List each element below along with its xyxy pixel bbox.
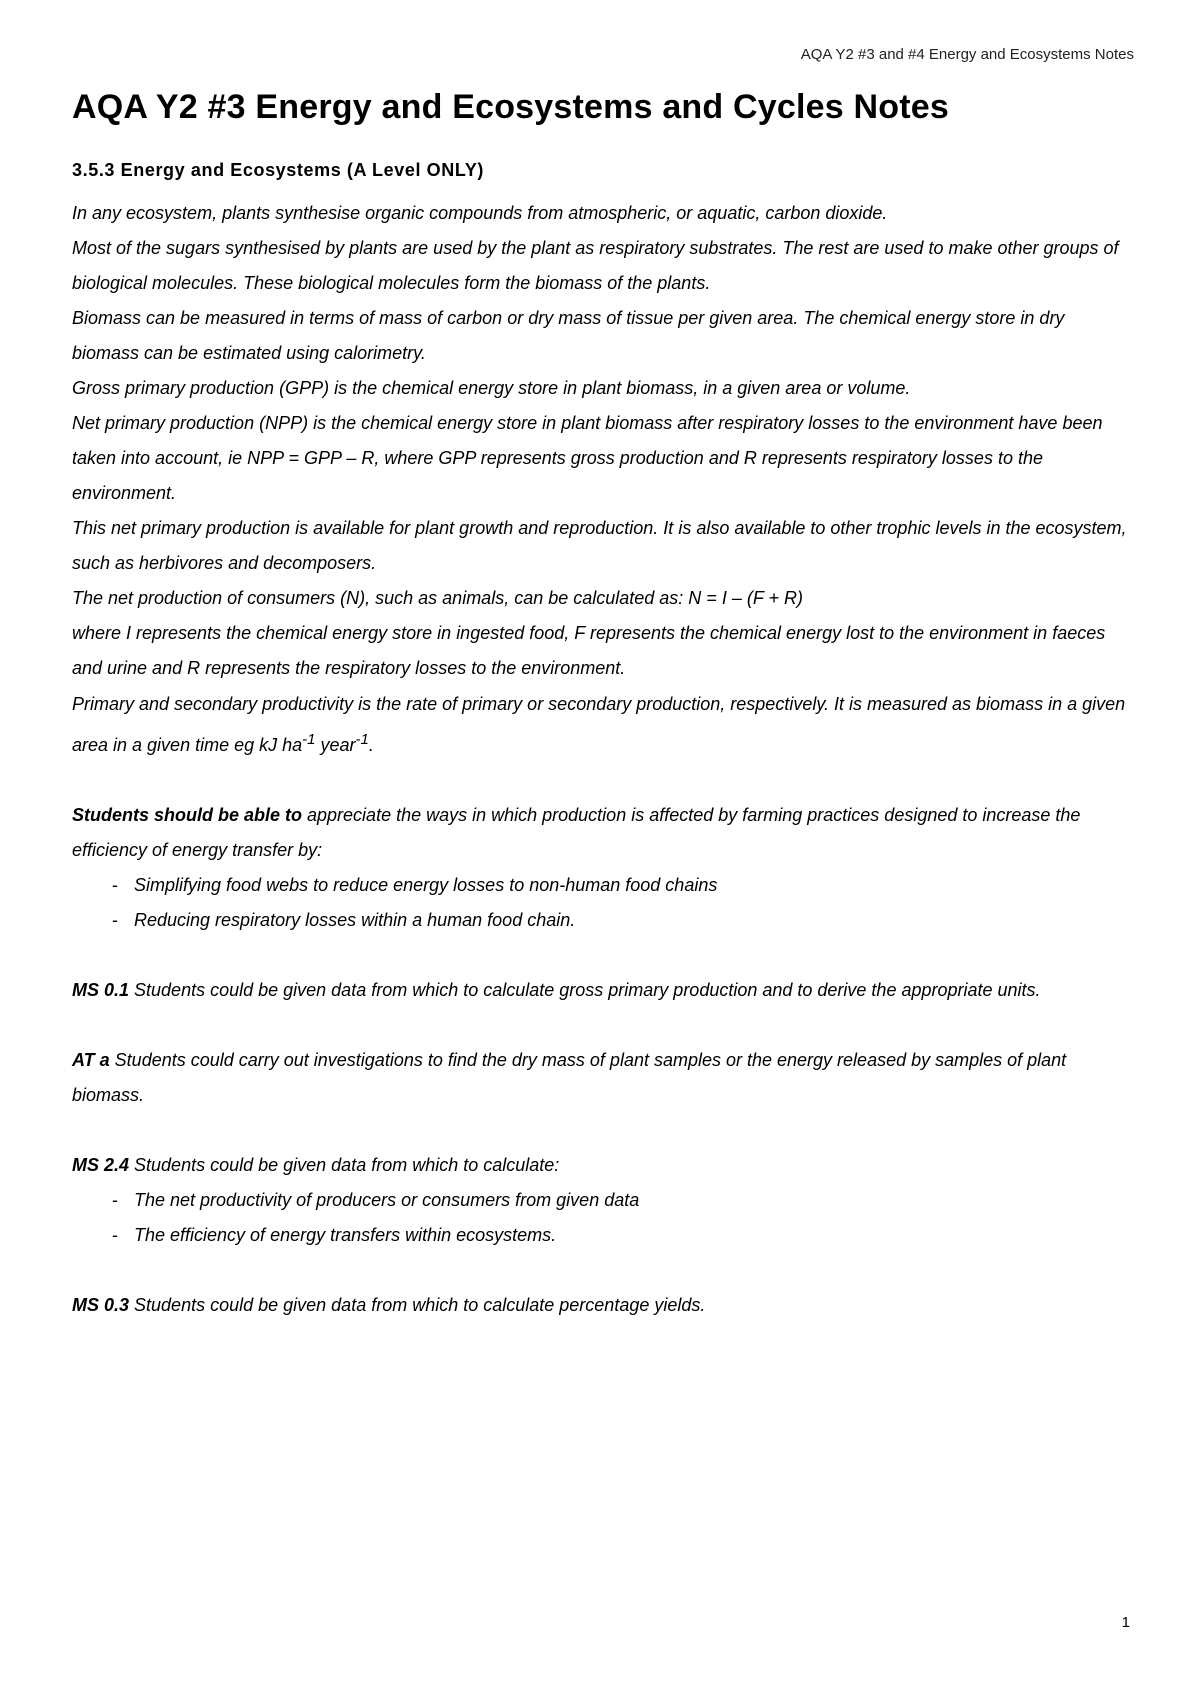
list-item: - The efficiency of energy transfers within ecosystems. [112,1218,1132,1253]
section-heading: 3.5.3 Energy and Ecosystems (A Level ONLY) [72,160,485,180]
students-paragraph [72,798,1132,868]
spacer [72,1008,1132,1043]
spacer [72,1113,1132,1148]
ms24-paragraph [72,1148,1132,1183]
productivity-text: Primary and secondary productivity is the rate of primary or secondary production, respectively. It is measured as biomass in a given area in a given time eg kJ ha [72,694,1126,755]
superscript: -1 [302,731,316,748]
ms24-list [72,1183,1132,1253]
body-paragraph: In any ecosystem, plants synthesise organic compounds from atmospheric, or aquatic, carbon dioxide. [72,203,888,223]
ms01-text: Students could be given data from which to calculate gross primary production and to derive the appropriate units. [129,980,1041,1000]
list-item: - Simplifying food webs to reduce energy losses to non-human food chains [112,868,1132,903]
students-lead: Students should be able to [72,805,303,825]
ata-paragraph [72,1043,1132,1113]
ms01-paragraph [72,973,1132,1008]
productivity-paragraph [72,686,1132,763]
body-paragraph: Biomass can be measured in terms of mass of carbon or dry mass of tissue per given area. The chemical energy store in dry biomass can be estimated using calorimetry. [72,308,1065,363]
ms01-lead: MS 0.1 [72,980,130,1000]
ms03-text: Students could be given data from which to calculate percentage yields. [129,1295,706,1315]
body-paragraph: Net primary production (NPP) is the chemical energy store in plant biomass after respiratory losses to the environment have been taken into account, ie NPP = GPP – R, where GPP represents gross production and R represents respiratory losses to the environment. [72,413,1103,503]
students-list [72,868,1132,938]
body-paragraph: Gross primary production (GPP) is the chemical energy store in plant biomass, in a given area or volume. [72,378,911,398]
ms24-lead: MS 2.4 [72,1155,130,1175]
ata-text: Students could carry out investigations to find the dry mass of plant samples or the energy released by samples of plant biomass. [72,1050,1067,1105]
students-text: appreciate the ways in which production is affected by farming practices designed to increase the efficiency of energy transfer by: [72,805,1081,860]
running-header: AQA Y2 #3 and #4 Energy and Ecosystems Notes [800,46,1134,63]
document-title: AQA Y2 #3 Energy and Ecosystems and Cycles Notes [72,88,949,126]
body-paragraph: Most of the sugars synthesised by plants are used by the plant as respiratory substrates. The rest are used to make other groups of biological molecules. These biological molecules form the biomass of the plants. [72,238,1119,293]
ata-lead: AT a [72,1050,110,1070]
page-number: 1 [1121,1614,1130,1631]
productivity-unit: year [315,735,356,755]
spacer [72,938,1132,973]
spacer [72,1253,1132,1288]
list-item: - The net productivity of producers or consumers from given data [112,1183,1132,1218]
ms24-text: Students could be given data from which to calculate: [129,1155,560,1175]
ms03-lead: MS 0.3 [72,1295,130,1315]
spacer [72,763,1132,798]
document-body [72,196,1132,1323]
ms03-paragraph [72,1288,1132,1323]
productivity-end: . [368,735,374,755]
body-paragraph: where I represents the chemical energy store in ingested food, F represents the chemical energy lost to the environment in faeces and urine and R represents the respiratory losses to the environment. [72,623,1106,678]
body-paragraph: The net production of consumers (N), such as animals, can be calculated as: N = I – (F + R) [72,588,804,608]
list-item: - Reducing respiratory losses within a human food chain. [112,903,1132,938]
body-paragraph: This net primary production is available for plant growth and reproduction. It is also available to other trophic levels in the ecosystem, such as herbivores and decomposers. [72,518,1127,573]
superscript: -1 [355,731,369,748]
